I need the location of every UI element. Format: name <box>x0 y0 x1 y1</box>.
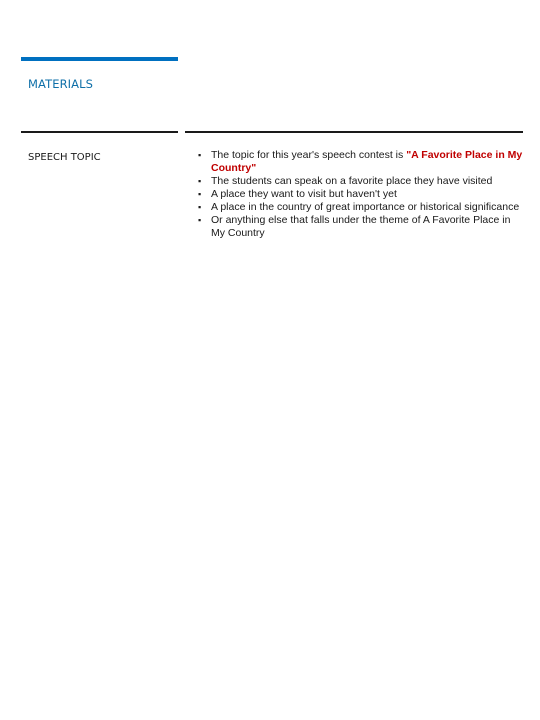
bullet-item <box>194 214 524 240</box>
bullet-text: Or anything else that falls under the theme of A Favorite Place in My Country <box>211 214 511 239</box>
bullet-highlight-text: "A Favorite Place in My Country" <box>211 149 523 174</box>
table-rule-left <box>21 131 178 133</box>
row-label-speech-topic: SPEECH TOPIC <box>28 152 101 163</box>
bullet-item <box>194 201 524 214</box>
bullet-text: The students can speak on a favorite place they have visited <box>211 175 493 187</box>
bullet-item <box>194 149 524 175</box>
table-rule-right <box>185 131 523 133</box>
bullet-icon: ▪ <box>198 150 202 160</box>
bullet-text: A place in the country of great importance or historical significance <box>211 201 520 213</box>
bullet-icon: ▪ <box>198 215 202 225</box>
speech-topic-bullet-list <box>194 149 524 240</box>
bullet-item <box>194 175 524 188</box>
bullet-item <box>194 188 524 201</box>
bullet-text: The topic for this year's speech contest is <box>211 149 407 161</box>
bullet-icon: ▪ <box>198 202 202 212</box>
bullet-icon: ▪ <box>198 176 202 186</box>
bullet-text: A place they want to visit but haven't yet <box>211 188 397 200</box>
accent-rule <box>21 57 178 61</box>
bullet-icon: ▪ <box>198 189 202 199</box>
section-heading: MATERIALS <box>28 77 94 91</box>
